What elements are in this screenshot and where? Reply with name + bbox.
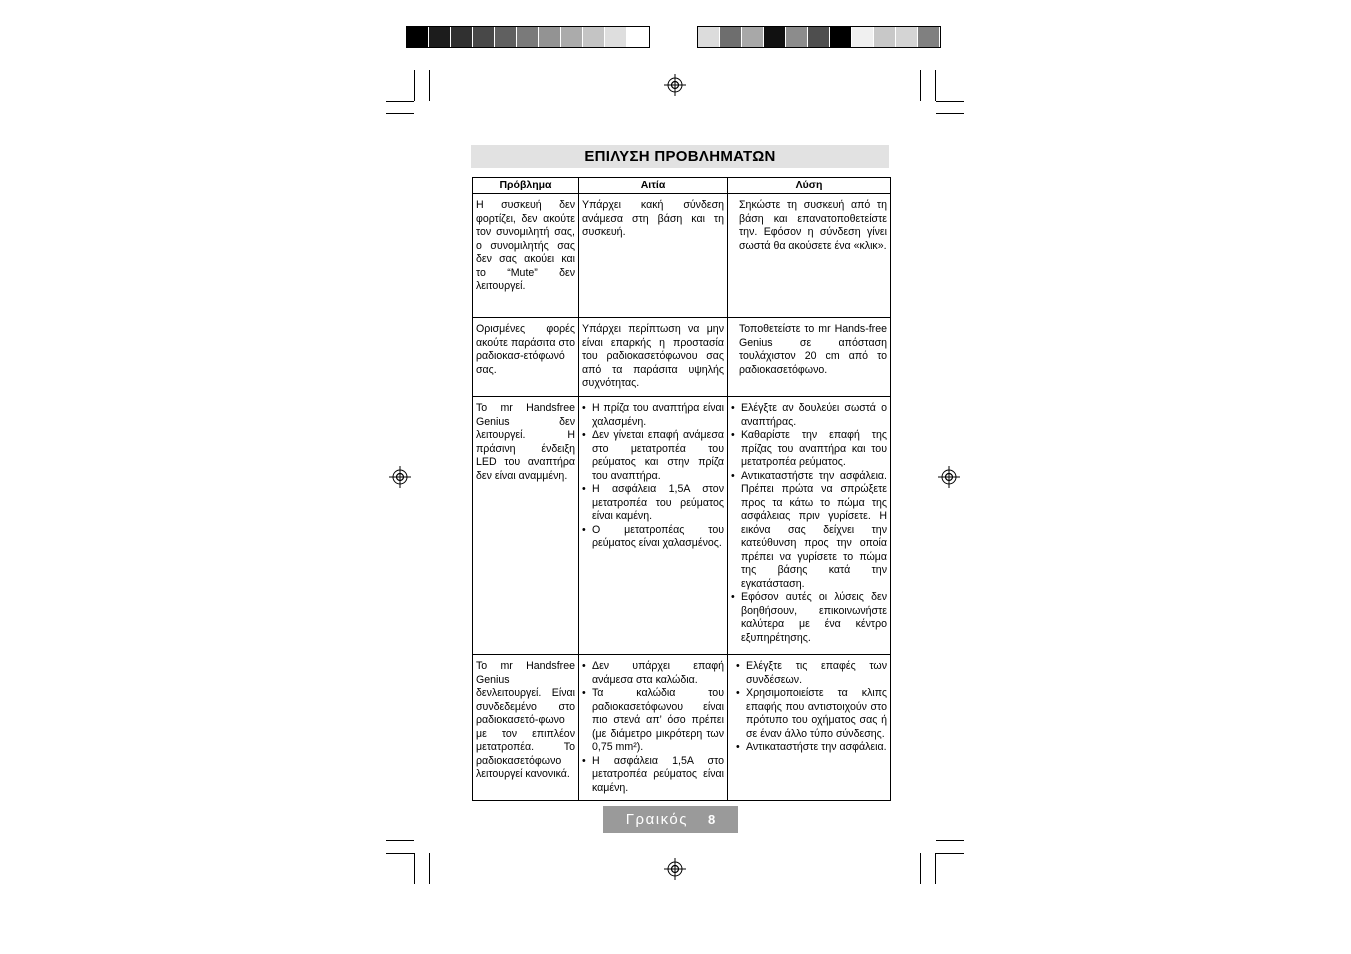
color-swatch (561, 27, 583, 47)
color-swatch (517, 27, 539, 47)
cause-cell: Υπάρχει κακή σύνδεση ανάμεσα στη βάση και τη συσκευή. (579, 194, 728, 318)
column-header-cause: Αιτία (579, 178, 728, 194)
crop-mark (920, 70, 921, 101)
problem-cell: Το mr Handsfree Genius δεν λειτουργεί. Η πράσινη ένδειξη LED του αναπτήρα δεν είναι αναμμένη. (473, 397, 579, 655)
color-swatch (451, 27, 473, 47)
color-swatch (583, 27, 605, 47)
page-number: 8 (707, 812, 716, 827)
page-title: ΕΠΙΛΥΣΗ ΠΡΟΒΛΗΜΑΤΩΝ (471, 145, 889, 168)
solution-cell (728, 397, 891, 655)
color-swatch (473, 27, 495, 47)
crop-mark (414, 70, 415, 101)
color-swatch (539, 27, 561, 47)
table-row (473, 655, 891, 801)
crop-mark (936, 840, 964, 841)
crop-mark (429, 70, 430, 101)
table-row (473, 318, 891, 397)
color-swatch (852, 27, 874, 47)
color-swatch (605, 27, 627, 47)
problem-cell: Η συσκευή δεν φορτίζει, δεν ακούτε τον συνομιλητή σας, ο συνομιλητής σας δεν σας ακούει και το “Mute” δεν λειτουργεί. (473, 194, 579, 318)
crop-mark (935, 853, 936, 884)
list-item: • Η ασφάλεια 1,5A στον μετατροπέα του ρεύματος είναι καμένη. (582, 483, 724, 524)
column-header-solution: Λύση (728, 178, 891, 194)
crop-mark (386, 853, 414, 854)
color-swatch (495, 27, 517, 47)
list-item: • Αντικαταστήστε την ασφάλεια. Πρέπει πρώτα να σπρώξετε προς τα κάτω το πώμα της ασφάλειας πριν γυρίσετε. Η εικόνα σας δείχνει την κατεύθυνση προς την οποία πρέπει να γυρίσετε το πώμα της βάσης κατά την εγκατάσταση. (731, 470, 887, 592)
color-swatch (764, 27, 786, 47)
color-swatch (786, 27, 808, 47)
color-swatch (896, 27, 918, 47)
list-item: • Η πρίζα του αναπτήρα είναι χαλασμένη. (582, 402, 724, 429)
list-item: • Ελέγξτε τις επαφές των συνδέσεων. (736, 660, 887, 687)
list-item: • Δεν υπάρχει επαφή ανάμεσα στα καλώδια. (582, 660, 724, 687)
table-header-row (473, 178, 891, 194)
list-item: • Καθαρίστε την επαφή της πρίζας του αναπτήρα και του μετατροπέα ρεύματος. (731, 429, 887, 470)
solution-cell: Τοποθετείστε το mr Hands-free Genius σε απόσταση τουλάχιστον 20 cm από το ραδιοκασετόφωνο. (728, 318, 891, 397)
list-item: • Ο μετατροπέας του ρεύματος είναι χαλασμένος. (582, 524, 724, 551)
crop-mark (935, 70, 936, 101)
color-swatch (742, 27, 764, 47)
color-calibration-bar-left (406, 26, 650, 48)
problem-cell: Ορισμένες φορές ακούτε παράσιτα στο ραδιοκασ-ετόφωνό σας. (473, 318, 579, 397)
color-swatch (830, 27, 852, 47)
solution-cell (728, 655, 891, 801)
crop-mark (429, 853, 430, 884)
color-swatch (627, 27, 649, 47)
table-row (473, 194, 891, 318)
list-item: • Τα καλώδια του ραδιοκασετόφωνου είναι πιο στενά απ’ όσο πρέπει (με διάμετρο μικρότερη των 0,75 mm²). (582, 687, 724, 755)
color-swatch (808, 27, 830, 47)
troubleshooting-table (472, 177, 891, 801)
crop-mark (386, 113, 414, 114)
color-calibration-bar-right (697, 26, 941, 48)
problem-cell: Το mr Handsfree Genius δενλειτουργεί. Είναι συνδεδεμένο στο ραδιοκασετό-φωνο με τον επιπλέον μετατροπέα. Το ραδιοκασετόφωνο λειτουργεί κανονικά. (473, 655, 579, 801)
registration-mark-icon (664, 858, 686, 880)
column-header-problem: Πρόβλημα (473, 178, 579, 194)
color-swatch (720, 27, 742, 47)
cause-cell (579, 397, 728, 655)
color-swatch (918, 27, 940, 47)
crop-mark (414, 853, 415, 884)
cause-cell (579, 655, 728, 801)
footer-language: Γραικός (625, 811, 688, 828)
color-swatch (698, 27, 720, 47)
registration-mark-icon (389, 466, 411, 488)
crop-mark (936, 853, 964, 854)
cause-cell: Υπάρχει περίπτωση να μην είναι επαρκής η προστασία του ραδιοκασετόφωνου σας από τα παράσιτα υψηλής συχνότητας. (579, 318, 728, 397)
color-swatch (429, 27, 451, 47)
table-row (473, 397, 891, 655)
crop-mark (920, 853, 921, 884)
list-item: • Ελέγξτε αν δουλεύει σωστά ο αναπτήρας. (731, 402, 887, 429)
color-swatch (407, 27, 429, 47)
crop-mark (936, 113, 964, 114)
list-item: • Εφόσον αυτές οι λύσεις δεν βοηθήσουν, επικοινωνήστε καλύτερα με ένα κέντρο εξυπηρέτησης. (731, 591, 887, 645)
list-item: • Η ασφάλεια 1,5A στο μετατροπέα ρεύματος είναι καμένη. (582, 755, 724, 796)
solution-cell: Σηκώστε τη συσκευή από τη βάση και επανατοποθετείστε την. Εφόσον η σύνδεση γίνει σωστά θα ακούσετε ένα «κλικ». (728, 194, 891, 318)
list-item: • Χρησιμοποιείστε τα κλιπς επαφής που αντιστοιχούν στο πρότυπο του οχήματος σας ή σε έναν άλλο τύπο σύνδεσης. (736, 687, 887, 741)
list-item: • Δεν γίνεται επαφή ανάμεσα στο μετατροπέα του ρεύματος και στην πρίζα του αναπτήρα. (582, 429, 724, 483)
registration-mark-icon (664, 74, 686, 96)
crop-mark (386, 101, 414, 102)
list-item: • Αντικαταστήστε την ασφάλεια. (736, 741, 887, 755)
registration-mark-icon (938, 466, 960, 488)
color-swatch (874, 27, 896, 47)
page-footer (603, 806, 738, 833)
crop-mark (386, 840, 414, 841)
crop-mark (936, 101, 964, 102)
